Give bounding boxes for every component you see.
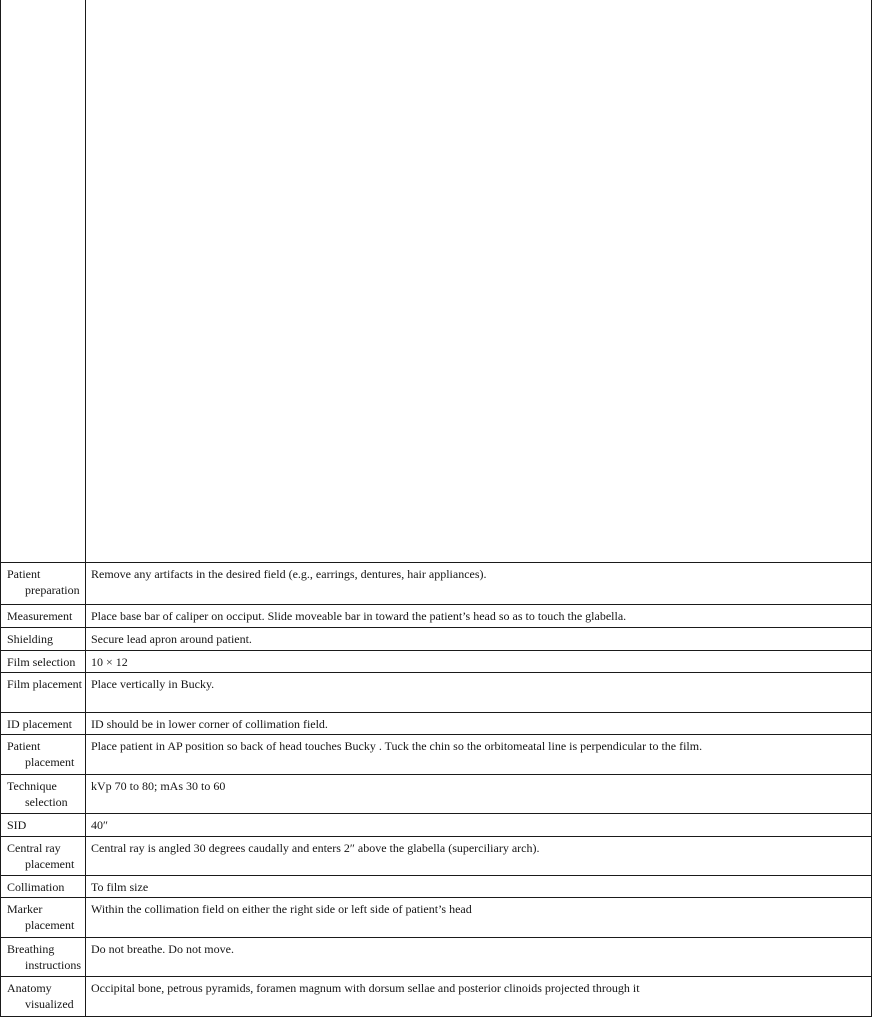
row-label: Patient placement [1,735,86,774]
row-value: Place patient in AP position so back of head touches Bucky . Tuck the chin so the orbitomeatal line is perpendicular to the film. [91,739,703,753]
row-value: Occipital bone, petrous pyramids, foramen magnum with dorsum sellae and posterior clinoids projected through it [91,981,640,995]
row-anatomy-visualized [1,977,871,1017]
row-label: SID [1,814,86,836]
row-label: Patient preparation [1,563,86,604]
row-value: kVp 70 to 80; mAs 30 to 60 [91,779,226,793]
row-value: To film size [91,880,149,894]
row-technique-selection [1,775,871,814]
row-central-ray-placement [1,837,871,876]
row-patient-placement [1,735,871,775]
row-sid [1,814,871,837]
row-value: 10 × 12 [91,655,128,669]
row-value: 40″ [91,818,108,832]
row-label: Collimation [1,876,86,897]
row-label: ID placement [1,713,86,734]
row-label: Central ray placement [1,837,86,875]
table-row-empty-figure [1,0,871,563]
row-shielding [1,628,871,651]
row-id-placement [1,713,871,735]
row-collimation [1,876,871,898]
row-label: Anatomy visualized [1,977,86,1016]
row-label: Breathing instructions [1,938,86,976]
row-label: Film placement [1,673,86,712]
row-value: Remove any artifacts in the desired field (e.g., earrings, dentures, hair appliances). [91,567,487,581]
row-patient-preparation [1,563,871,605]
row-label: Technique selection [1,775,86,813]
row-value: Secure lead apron around patient. [91,632,252,646]
row-value: Within the collimation field on either the right side or left side of patient’s head [91,902,472,916]
row-value: Place vertically in Bucky. [91,677,215,691]
row-label: Measurement [1,605,86,627]
row-breathing-instructions [1,938,871,977]
empty-right-cell [86,0,871,562]
row-value: ID should be in lower corner of collimation field. [91,717,328,731]
row-film-placement [1,673,871,713]
row-film-selection [1,651,871,673]
row-label: Shielding [1,628,86,650]
row-label: Marker placement [1,898,86,937]
empty-left-cell [1,0,86,562]
row-value: Central ray is angled 30 degrees caudally and enters 2″ above the glabella (superciliary arch). [91,841,540,855]
row-measurement [1,605,871,628]
row-value: Do not breathe. Do not move. [91,942,234,956]
row-value: Place base bar of caliper on occiput. Slide moveable bar in toward the patient’s head so as to touch the glabella. [91,609,627,623]
row-label: Film selection [1,651,86,672]
row-marker-placement [1,898,871,938]
